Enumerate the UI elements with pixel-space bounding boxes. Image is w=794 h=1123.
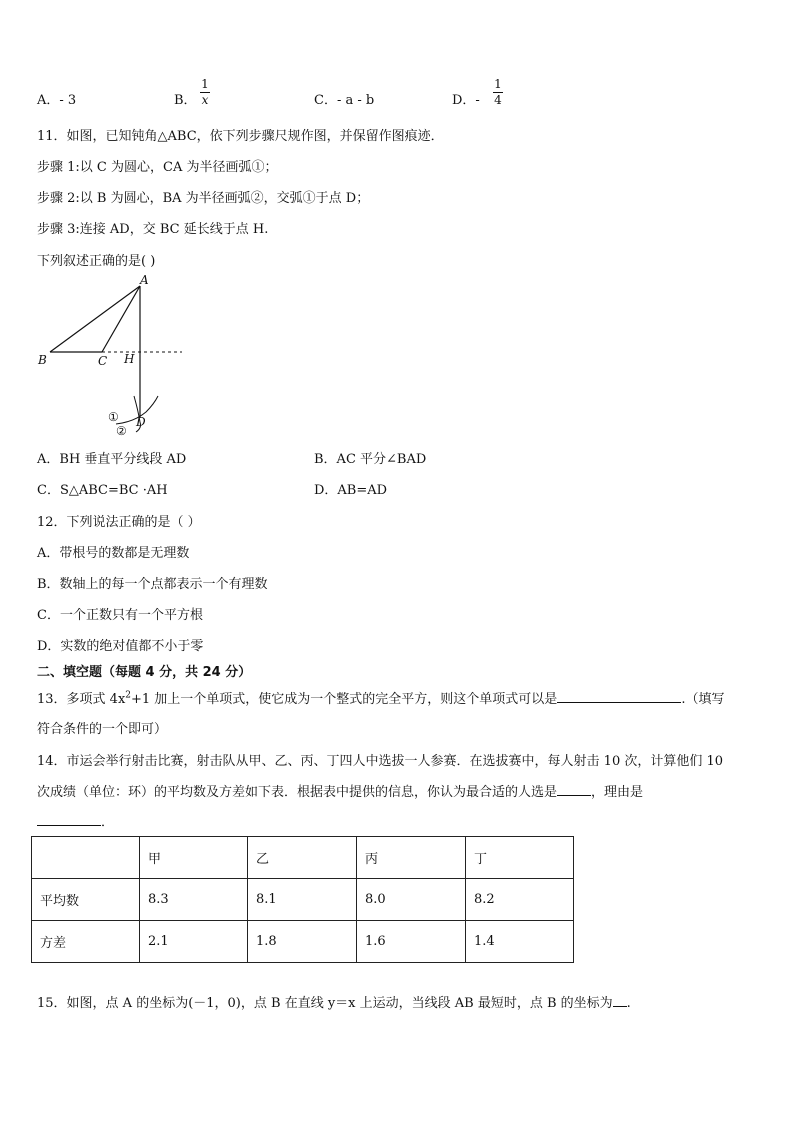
q14-line1: 14．市运会举行射击比赛，射击队从甲、乙、丙、丁四人中选拔一人参赛．在选拔赛中，每人射击 10 次，计算他们 10 (37, 754, 724, 769)
q12-option-c: C．一个正数只有一个平方根 (37, 608, 203, 623)
table-header-cell (32, 837, 140, 879)
label-d: D (136, 415, 146, 429)
table-header-cell: 丙 (357, 837, 466, 879)
q14-line2 (37, 781, 643, 800)
q10-option-d-label: D．- (452, 93, 480, 108)
q10-option-a: A．- 3 (37, 93, 77, 108)
q10-option-c: C．- a - b (314, 93, 375, 108)
q11-geometry-figure (30, 272, 200, 442)
q13-tail: .（填写 (681, 692, 725, 707)
q11-step2: 步骤 2:以 B 为圆心，BA 为半径画弧②，交弧①于点 D； (37, 191, 370, 206)
q13-line2: 符合条件的一个即可） (37, 722, 168, 737)
q11-option-c: C．S△ABC=BC ·AH (37, 483, 168, 498)
table-row (32, 879, 574, 921)
q11-option-d: D．AB=AD (314, 483, 388, 498)
q14-text-before: 次成绩（单位：环）的平均数及方差如下表．根据表中提供的信息，你认为最合适的人选是 (37, 785, 558, 800)
table-header-cell: 丁 (466, 837, 574, 879)
table-cell: 1.8 (248, 921, 357, 963)
q13-superscript: 2 (125, 690, 132, 701)
table-cell: 2.1 (140, 921, 248, 963)
q14-candidate-blank[interactable] (557, 795, 591, 796)
q13-line1 (37, 688, 724, 707)
table-header-cell: 甲 (140, 837, 248, 879)
table-cell: 8.0 (357, 879, 466, 921)
table-cell: 8.2 (466, 879, 574, 921)
q10-option-b-label: B． (174, 93, 197, 108)
q11-stem: 11．如图，已知钝角△ABC，依下列步骤尺规作图，并保留作图痕迹． (37, 129, 444, 144)
table-cell: 8.1 (248, 879, 357, 921)
table-cell: 8.3 (140, 879, 248, 921)
q11-question: 下列叙述正确的是( ) (37, 254, 156, 269)
segment-ba (50, 286, 140, 352)
label-h: H (124, 352, 135, 366)
table-row (32, 921, 574, 963)
label-arc-1: ① (108, 410, 119, 424)
fraction-denominator: 4 (494, 93, 502, 107)
q12-option-b: B．数轴上的每一个点都表示一个有理数 (37, 577, 268, 592)
q14-text-after: ，理由是 (591, 785, 644, 800)
q15-tail: . (626, 996, 631, 1011)
q11-option-a: A．BH 垂直平分线段 AD (37, 452, 187, 467)
q14-score-table (31, 836, 574, 963)
table-cell: 方差 (32, 921, 140, 963)
q12-option-a: A．带根号的数都是无理数 (37, 546, 190, 561)
q14-line3-tail: ． (101, 815, 115, 830)
q11-step3: 步骤 3:连接 AD，交 BC 延长线于点 H. (37, 222, 269, 237)
q12-stem: 12．下列说法正确的是（ ） (37, 515, 201, 530)
table-cell: 1.6 (357, 921, 466, 963)
table-header-cell: 乙 (248, 837, 357, 879)
q14-reason-blank[interactable] (37, 825, 101, 826)
section-fill-in-heading: 二、填空题（每题 4 分，共 24 分） (37, 665, 252, 680)
fraction-numerator: 1 (494, 77, 502, 91)
q10-option-b-fraction (200, 78, 210, 107)
q13-text-after: +1 加上一个单项式，使它成为一个整式的完全平方，则这个单项式可以是 (131, 692, 558, 707)
q10-option-d-fraction (493, 78, 503, 107)
table-cell: 平均数 (32, 879, 140, 921)
q15-answer-blank[interactable] (613, 1006, 627, 1007)
q12-option-d: D．实数的绝对值都不小于零 (37, 639, 204, 654)
q13-answer-blank[interactable] (557, 702, 681, 703)
q15-line (37, 992, 631, 1011)
q11-step1: 步骤 1:以 C 为圆心，CA 为半径画弧①； (37, 160, 278, 175)
label-a: A (140, 273, 149, 287)
segment-ca (102, 286, 140, 352)
fraction-numerator: 1 (201, 77, 209, 91)
q15-text: 15．如图，点 A 的坐标为(－1，0)，点 B 在直线 y＝x 上运动，当线段 AB 最短时，点 B 的坐标为 (37, 996, 613, 1011)
q14-line3 (37, 811, 114, 830)
q13-text-before: 13．多项式 4x (37, 692, 126, 707)
q11-option-b: B．AC 平分∠BAD (314, 452, 427, 467)
table-cell: 1.4 (466, 921, 574, 963)
label-b: B (38, 353, 47, 367)
fraction-denominator: x (201, 93, 209, 107)
table-header-row (32, 837, 574, 879)
label-c: C (98, 354, 108, 368)
label-arc-2: ② (116, 424, 127, 438)
